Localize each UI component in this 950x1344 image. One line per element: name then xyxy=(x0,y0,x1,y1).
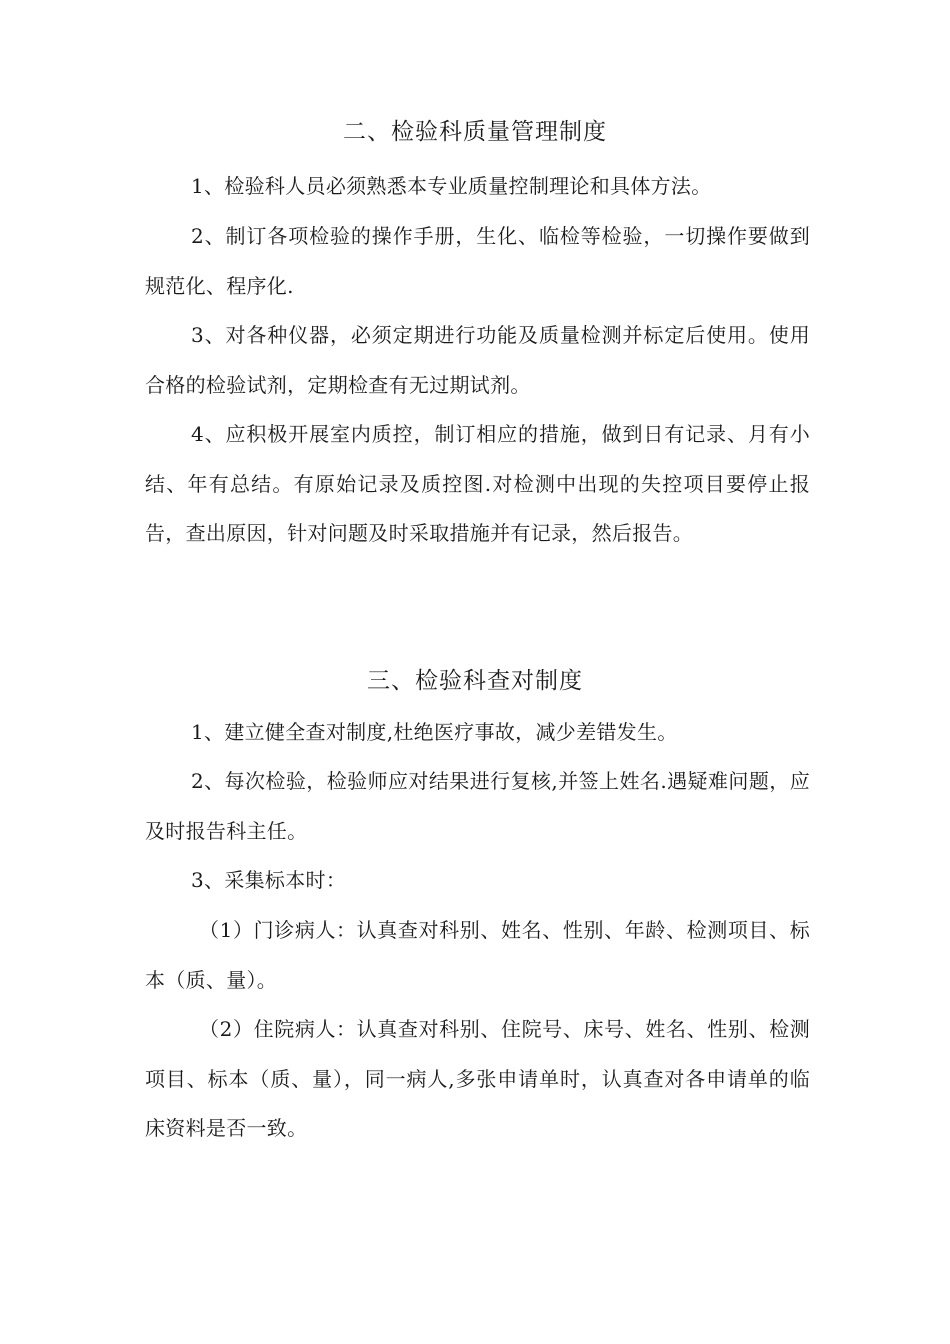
section-title-quality-management: 二、检验科质量管理制度 xyxy=(343,119,607,145)
paragraph-quality-4: 4、应积极开展室内质控，制订相应的措施，做到日有记录、月有小结、年有总结。有原始记录及质控图.对检测中出现的失控项目要停止报告，查出原因，针对问题及时采取措施并有记录，然后报告。 xyxy=(145,422,810,545)
paragraph-check-outpatient: （1）门诊病人：认真查对科别、姓名、性别、年龄、检测项目、标本（质、量）。 xyxy=(145,918,810,992)
paragraph-check-3: 3、采集标本时： xyxy=(191,868,347,892)
paragraph-quality-1: 1、检验科人员必须熟悉本专业质量控制理论和具体方法。 xyxy=(191,174,712,198)
section-title-check-system: 三、检验科查对制度 xyxy=(367,668,583,694)
paragraph-check-1: 1、建立健全查对制度,杜绝医疗事故，减少差错发生。 xyxy=(191,720,678,744)
paragraph-quality-2: 2、制订各项检验的操作手册，生化、临检等检验，一切操作要做到规范化、程序化. xyxy=(145,224,810,298)
paragraph-check-2: 2、每次检验，检验师应对结果进行复核,并签上姓名.遇疑难问题，应及时报告科主任。 xyxy=(145,769,810,843)
paragraph-check-inpatient: （2）住院病人：认真查对科别、住院号、床号、姓名、性别、检测项目、标本（质、量），同一病人,多张申请单时，认真查对各申请单的临床资料是否一致。 xyxy=(145,1017,810,1140)
paragraph-quality-3: 3、对各种仪器，必须定期进行功能及质量检测并标定后使用。使用合格的检验试剂，定期检查有无过期试剂。 xyxy=(145,323,810,397)
